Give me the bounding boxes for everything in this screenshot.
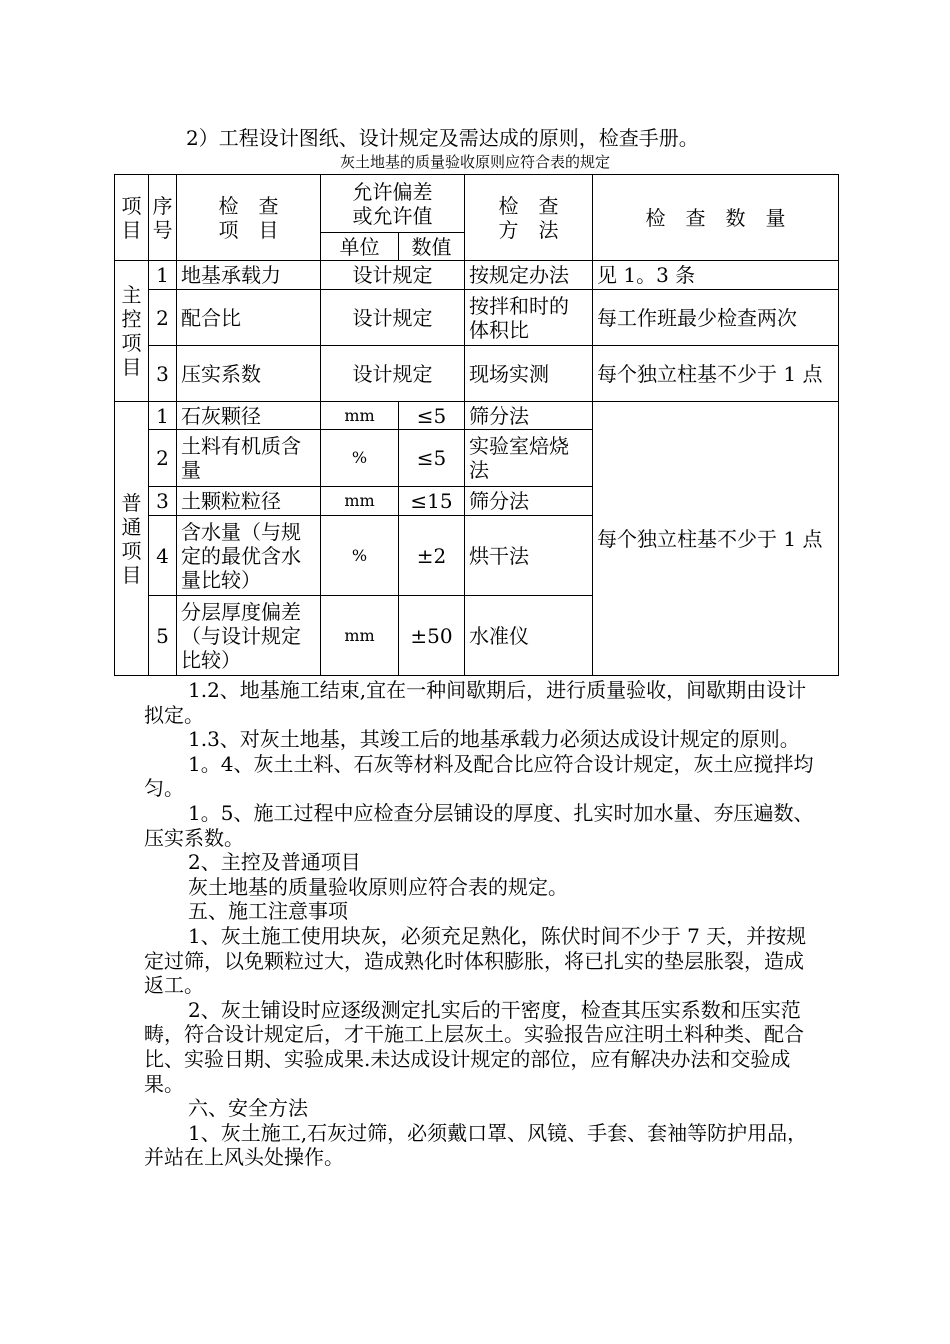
table-caption: 灰土地基的质量验收原则应符合表的规定 — [339, 153, 610, 171]
table-cell-method: 筛分法 — [465, 402, 593, 430]
table-cell-unit: % — [321, 430, 399, 487]
table-cell-unit: mm — [321, 487, 399, 516]
paragraph: 2、灰土铺设时应逐级测定扎实后的干密度，检查其压实系数和压实范畴，符合设计规定后，才干施工上层灰土。实验报告应注明土料种类、配合比、实验日期、实验成果.未达成设计规定的部位，应有解决办法和交验成果。 — [144, 997, 804, 1096]
table-cell-value: ≤5 — [399, 402, 465, 430]
table-cell-method: 水准仪 — [465, 596, 593, 676]
table-cell-item: 石灰颗径 — [177, 402, 321, 430]
table-cell-allowance: 设计规定 — [321, 290, 465, 346]
table-cell-seq: 3 — [149, 346, 177, 402]
table-cell-seq: 4 — [149, 516, 177, 596]
table-cell-item: 土颗粒粒径 — [177, 487, 321, 516]
table-cell-value: ≤15 — [399, 487, 465, 516]
general-group-label: 普 通 项 目 — [115, 402, 149, 676]
table-cell-allowance: 设计规定 — [321, 261, 465, 290]
table-cell-quantity: 每个独立柱基不少于 1 点 — [593, 346, 839, 402]
table-cell-unit: mm — [321, 402, 399, 430]
table-cell-item: 土料有机质含量 — [177, 430, 321, 487]
table-cell-unit: % — [321, 516, 399, 596]
paragraph: 1.3、对灰土地基，其竣工后的地基承载力必须达成设计规定的原则。 — [188, 727, 800, 752]
header-quantity: 检 查 数 量 — [593, 175, 839, 261]
table-cell-item: 配合比 — [177, 290, 321, 346]
paragraph: 2、主控及普通项目 — [188, 850, 361, 875]
table-cell-method: 烘干法 — [465, 516, 593, 596]
table-cell-value: ±2 — [399, 516, 465, 596]
paragraph: 1.2、地基施工结束,宜在一种间歇期后，进行质量验收，间歇期由设计拟定。 — [144, 678, 807, 727]
table-cell-item: 地基承载力 — [177, 261, 321, 290]
table-cell-unit: mm — [321, 596, 399, 676]
general-group-quantity: 每个独立柱基不少于 1 点 — [593, 402, 839, 676]
table-cell-quantity: 见 1。3 条 — [593, 261, 839, 290]
table-cell-method: 按拌和时的体积比 — [465, 290, 593, 346]
header-unit: 单位 — [321, 233, 399, 261]
table-cell-quantity: 每工作班最少检查两次 — [593, 290, 839, 346]
quality-acceptance-table — [114, 174, 839, 676]
table-cell-method: 筛分法 — [465, 487, 593, 516]
header-check-item: 检 查 项 目 — [177, 175, 321, 261]
table-cell-allowance: 设计规定 — [321, 346, 465, 402]
table-cell-seq: 3 — [149, 487, 177, 516]
paragraph: 1。4、灰土土料、石灰等材料及配合比应符合设计规定，灰土应搅拌均匀。 — [144, 751, 814, 801]
table-cell-value: ±50 — [399, 596, 465, 676]
table-cell-seq: 1 — [149, 402, 177, 430]
table-cell-method: 按规定办法 — [465, 261, 593, 290]
header-value: 数值 — [399, 233, 465, 261]
section-heading: 五、施工注意事项 — [188, 899, 348, 924]
table-cell-item: 分层厚度偏差（与设计规定比较） — [177, 596, 321, 676]
table-cell-method: 实验室焙烧法 — [465, 430, 593, 487]
table-cell-item: 含水量（与规定的最优含水量比较） — [177, 516, 321, 596]
table-cell-value: ≤5 — [399, 430, 465, 487]
header-seq: 序 号 — [149, 175, 177, 261]
paragraph: 1。5、施工过程中应检查分层铺设的厚度、扎实时加水量、夯压遍数、压实系数。 — [144, 800, 814, 850]
paragraph: 灰土地基的质量验收原则应符合表的规定。 — [188, 874, 568, 899]
section-heading: 六、安全方法 — [188, 1096, 308, 1121]
table-cell-method: 现场实测 — [465, 346, 593, 402]
intro-line: 2）工程设计图纸、设计规定及需达成的原则，检查手册。 — [186, 126, 699, 150]
paragraph: 1、灰土施工,石灰过筛，必须戴口罩、风镜、手套、套袖等防护用品，并站在上风头处操作。 — [144, 1120, 808, 1170]
table-cell-seq: 1 — [149, 261, 177, 290]
header-method: 检 查 方 法 — [465, 175, 593, 261]
table-cell-seq: 2 — [149, 290, 177, 346]
paragraph: 1、灰土施工使用块灰，必须充足熟化，陈伏时间不少于 7 天，并按规定过筛，以免颗粒过大，造成熟化时体积膨胀，将已扎实的垫层胀裂，造成返工。 — [144, 923, 807, 998]
table-cell-seq: 5 — [149, 596, 177, 676]
table-cell-seq: 2 — [149, 430, 177, 487]
header-item: 项 目 — [115, 175, 149, 261]
main-group-label: 主 控 项 目 — [115, 261, 149, 402]
header-allowance: 允许偏差 或允许值 — [321, 175, 465, 233]
table-cell-item: 压实系数 — [177, 346, 321, 402]
body-text — [144, 678, 816, 1170]
